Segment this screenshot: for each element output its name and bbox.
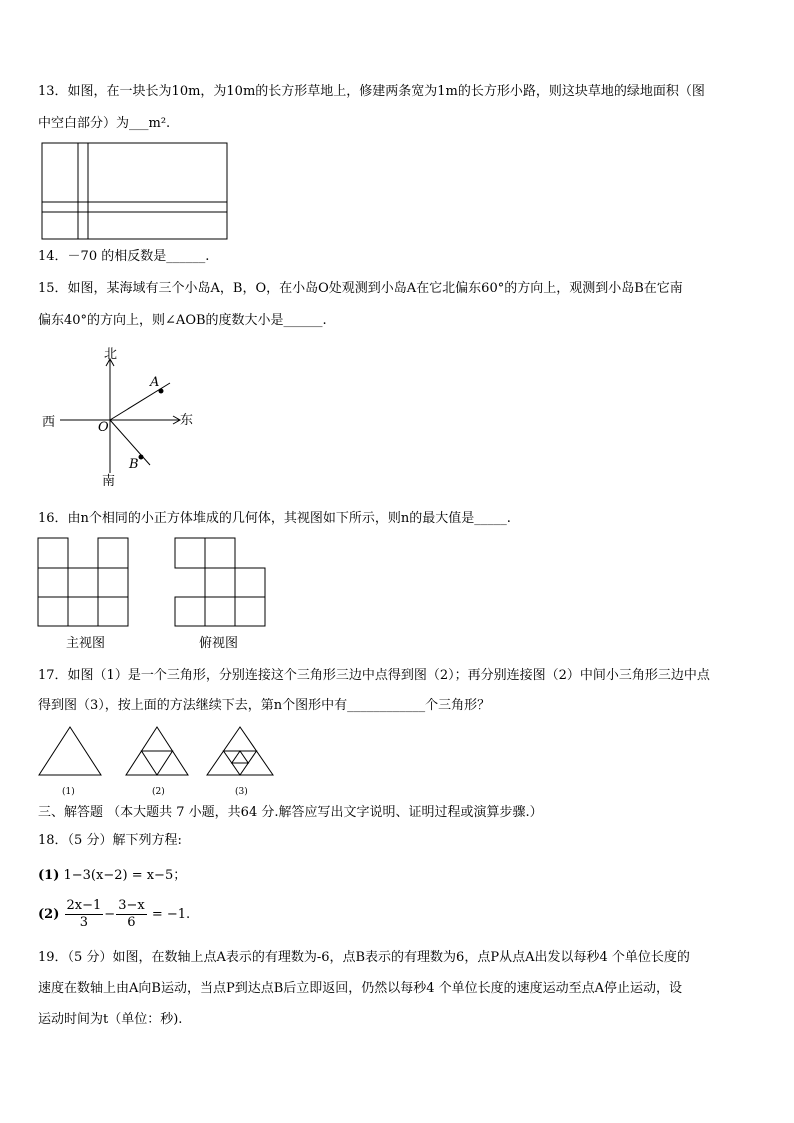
q18-text: 18．（5 分）解下列方程: [38,833,182,848]
q18-part2-rhs: = −1. [151,907,191,922]
q15-line2: 偏东40°的方向上，则∠AOB的度数大小是______. [38,313,327,328]
q18-part1-label: (1) [38,868,60,883]
q15-line1: 15．如图，某海域有三个小岛A，B，O，在小岛O处观测到小岛A在它北偏东60°的方向上，观测到小岛B在它南 [38,281,683,296]
q17-label-1: (1) [62,787,75,797]
q16-top-view [174,537,267,628]
q14-text: 14．－70 的相反数是______. [38,249,210,264]
section3-heading: 三、解答题 （本大题共 7 小题，共64 分.解答应写出文字说明、证明过程或演算步骤.） [38,805,543,820]
fraction-2-denominator: 6 [127,915,136,930]
label-north: 北 [104,347,118,362]
label-west: 西 [42,415,56,430]
q18-part2-label: (2) [38,907,60,922]
q16-text: 16．由n个相同的小正方体堆成的几何体，其视图如下所示，则n的最大值是_____. [38,511,511,526]
q19-line3: 运动时间为t（单位：秒). [38,1012,183,1027]
fraction-2-numerator: 3−x [118,898,145,913]
q13-lawn-figure [40,141,230,241]
q17-label-3: (3) [235,787,248,797]
fraction-1-numerator: 2x−1 [66,898,102,913]
fraction-1-denominator: 3 [79,915,89,930]
label-o: O [98,420,109,435]
label-east: 东 [180,413,194,428]
q18-part2 [38,898,190,932]
q17-triangle-1 [37,725,103,777]
q18-fraction-1 [65,898,104,931]
q17-label-2: (2) [152,787,165,797]
q17-line1: 17．如图（1）是一个三角形，分别连接这个三角形三边中点得到图（2）；再分别连接图（2）中间小三角形三边中点 [38,668,710,683]
minus-sign: − [104,907,116,922]
q17-triangle-2 [124,725,190,777]
label-b: B [129,457,139,472]
q16-front-view [37,537,130,628]
q19-line1: 19．（5 分）如图，在数轴上点A表示的有理数为-6，点B表示的有理数为6，点P从点A出发以每秒4 个单位长度的 [38,950,690,965]
q16-top-label: 俯视图 [199,636,239,651]
q16-front-label: 主视图 [66,636,106,651]
label-a: A [150,375,160,390]
q19-line2: 速度在数轴上由A向B运动，当点P到达点B后立即返回，仍然以每秒4 个单位长度的速度运动至点A停止运动，设 [38,981,683,996]
q17-line2: 得到图（3），按上面的方法继续下去，第n个图形中有____________个三角形？ [38,698,491,713]
q18-part1-equation: 1−3(x−2) = x−5； [63,868,187,883]
q13-line1: 13．如图，在一块长为10m，为10m的长方形草地上，修建两条宽为1m的长方形小路，则这块草地的绿地面积（图 [38,84,705,99]
label-south: 南 [102,474,116,489]
q18-fraction-2 [116,898,147,931]
q18-part1 [38,868,186,884]
q13-line2: 中空白部分）为___m². [38,116,171,131]
q17-triangle-3 [205,725,275,777]
